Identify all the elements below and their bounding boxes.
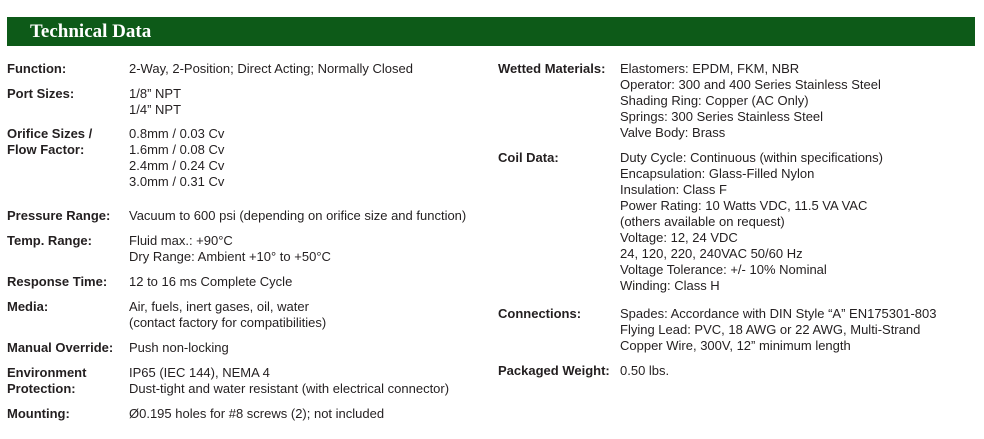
spec-label: Function: <box>7 61 67 76</box>
technical-data-header <box>7 17 975 46</box>
spec-label: Temp. Range: <box>7 233 92 248</box>
spec-value: Encapsulation: Glass-Filled Nylon <box>620 166 815 181</box>
spec-value: Spades: Accordance with DIN Style “A” EN175301-803 <box>620 306 937 321</box>
spec-value: Dry Range: Ambient +10° to +50°C <box>129 249 331 264</box>
spec-value: Winding: Class H <box>620 278 720 293</box>
spec-label: Wetted Materials: <box>498 61 606 76</box>
spec-value: Duty Cycle: Continuous (within specifications) <box>620 150 883 165</box>
spec-label: Port Sizes: <box>7 86 75 101</box>
spec-value: Vacuum to 600 psi (depending on orifice size and function) <box>129 208 467 223</box>
spec-value: Springs: 300 Series Stainless Steel <box>620 109 824 124</box>
spec-value: (contact factory for compatibilities) <box>129 315 327 330</box>
spec-value: Valve Body: Brass <box>620 125 726 140</box>
spec-value: 2.4mm / 0.24 Cv <box>129 158 225 173</box>
spec-value: 3.0mm / 0.31 Cv <box>129 174 225 189</box>
spec-value: Power Rating: 10 Watts VDC, 11.5 VA VAC <box>620 198 868 213</box>
spec-value: Voltage: 12, 24 VDC <box>620 230 738 245</box>
spec-label: Coil Data: <box>498 150 559 165</box>
spec-label: Environment <box>7 365 87 380</box>
spec-label: Response Time: <box>7 274 108 289</box>
spec-value: Push non-locking <box>129 340 229 355</box>
spec-value: 1/8” NPT <box>129 86 182 101</box>
spec-value: 2-Way, 2-Position; Direct Acting; Normally Closed <box>129 61 413 76</box>
spec-value: (others available on request) <box>620 214 785 229</box>
spec-value: Insulation: Class F <box>620 182 727 197</box>
spec-value: 12 to 16 ms Complete Cycle <box>129 274 293 289</box>
spec-value: 1.6mm / 0.08 Cv <box>129 142 225 157</box>
spec-value: Dust-tight and water resistant (with electrical connector) <box>129 381 450 396</box>
spec-label: Pressure Range: <box>7 208 111 223</box>
spec-label: Mounting: <box>7 406 70 421</box>
spec-value: 0.50 lbs. <box>620 363 670 378</box>
spec-label: Connections: <box>498 306 582 321</box>
spec-value: Voltage Tolerance: +/- 10% Nominal <box>620 262 827 277</box>
spec-label: Packaged Weight: <box>498 363 610 378</box>
spec-label: Media: <box>7 299 49 314</box>
spec-value: Elastomers: EPDM, FKM, NBR <box>620 61 800 76</box>
spec-value: Fluid max.: +90°C <box>129 233 233 248</box>
spec-value: Operator: 300 and 400 Series Stainless Steel <box>620 77 881 92</box>
spec-value: Copper Wire, 300V, 12” minimum length <box>620 338 851 353</box>
spec-value: Ø0.195 holes for #8 screws (2); not included <box>129 406 385 421</box>
spec-value: Shading Ring: Copper (AC Only) <box>620 93 809 108</box>
spec-value: Air, fuels, inert gases, oil, water <box>129 299 309 314</box>
spec-value: Flying Lead: PVC, 18 AWG or 22 AWG, Multi-Strand <box>620 322 921 337</box>
spec-value: 1/4” NPT <box>129 102 182 117</box>
section-title: Technical Data <box>30 21 152 42</box>
spec-value: 0.8mm / 0.03 Cv <box>129 126 225 141</box>
spec-label: Flow Factor: <box>7 142 85 157</box>
spec-label: Orifice Sizes / <box>7 126 93 141</box>
spec-label: Manual Override: <box>7 340 114 355</box>
spec-value: 24, 120, 220, 240VAC 50/60 Hz <box>620 246 803 261</box>
spec-label: Protection: <box>7 381 76 396</box>
spec-value: IP65 (IEC 144), NEMA 4 <box>129 365 270 380</box>
